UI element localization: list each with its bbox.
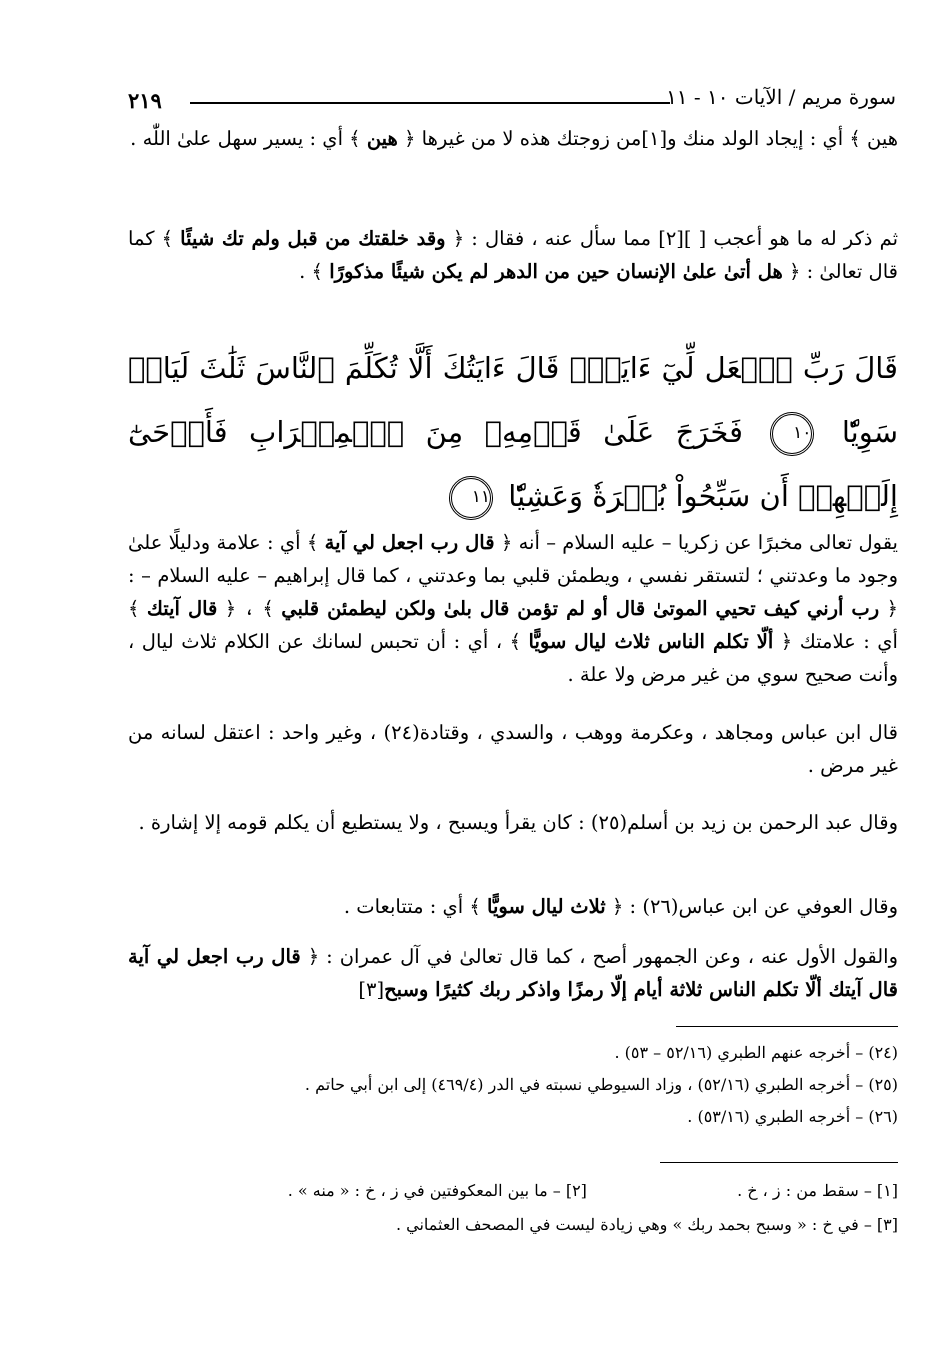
text-run: ثم ذكر له ما هو أعجب [ ] [683,227,898,250]
quran-quote: قال رب اجعل لي آية قال آيتك ألّا تكلم الناس ثلاثة أيام إلّا رمزًا واذكر ربك كثيرًا وسبح [128,945,898,1001]
paragraph-5 [128,806,898,839]
verse-text-2: فَخَرَجَ عَلَىٰ قَوۡمِهِۦ مِنَ ٱلۡمِحۡرَابِ فَأَوۡحَىٰٓ إِلَيۡهِمۡ أَن سَبِّحُواْ بُكۡرَةٗ وَعَشِيّٗا [128,415,898,513]
quran-quote: قال رب اجعل لي آية [324,531,495,554]
editor-notes-row-1 [128,1176,898,1206]
page-number: ٢١٩ [128,88,162,113]
text-run: ﴾ كما قال تعالىٰ : ﴿ [128,227,898,283]
text-run: [١] [641,127,668,150]
footnote-separator [676,1026,898,1027]
quran-quote: وقد خلقتك من قبل ولم تك شيئًا [180,227,446,250]
text-run: ، وغير واحد : اعتقل لسانه من غير مرض . [128,721,898,777]
text-run: يقول تعالى مخبرًا عن زكريا – عليه السلام – أنه ﴿ [494,531,898,554]
editor-notes-separator [660,1162,898,1163]
text-run: (٢٦) [642,895,679,918]
text-run: [٣] [358,978,385,1001]
text-run: (٢٥) [590,811,628,834]
quran-quote: ثلاث ليال سويًّا [487,895,606,918]
verse-text-1: قَالَ رَبِّ ٱجۡعَل لِّيٓ ءَايَةٗۖ قَالَ ءَايَتُكَ أَلَّا تُكَلِّمَ ٱلنَّاسَ ثَلَٰثَ لَيَالٖ سَوِيّٗا [128,351,898,449]
text-run: والقول الأول عنه ، وعن الجمهور أصح ، كما قال تعالىٰ في آل عمران : ﴿ [300,945,898,968]
quran-quote: قال آيتك [146,597,218,620]
paragraph-1 [128,122,898,155]
ayah-number-marker: ١١ [449,476,493,520]
editor-note-3: [٣] – في خ : « وسبح بحمد ربك » وهي زيادة ليست في المصحف العثماني . [395,1215,898,1234]
text-run: ﴾ ، أي : أن تحبس لسانك عن الكلام ثلاث ليال ، وأنت صحيح سوي من غير مرض ولا علة . [128,630,898,686]
paragraph-2 [128,222,898,288]
quran-quote: ألّا تكلم الناس ثلاث ليال سويًّا [528,630,774,653]
footnote-25: (٢٥) – أخرجه الطبري (٥٢/١٦) ، وزاد السيوطي نسبته في الدر (٤٦٩/٤) إلى ابن أبي حاتم . [304,1075,898,1094]
header-rule [190,102,670,104]
quran-quote: هل أتىٰ علىٰ الإنسان حين من الدهر لم يكن شيئًا مذكورًا [329,260,783,283]
ayah-number-marker: ١٠ [770,412,814,456]
text-run: ﴾ أي : يسير سهل علىٰ اللّٰه . [130,127,367,150]
page-header [128,82,896,122]
quran-quote: رب أرني كيف تحيي الموتىٰ قال أو لم تؤمن قال بلىٰ ولكن ليطمئن قلبي [281,597,880,620]
running-title: سورة مريم / الآيات ١٠ - ١١ [666,85,896,109]
text-run: وقال عبد الرحمن بن زيد بن أسلم [627,811,898,834]
editor-note-2: [٢] – ما بين المعكوفتين في ز ، خ : « منه » . [287,1181,587,1200]
text-run: ﴾ أي : علامتك ﴿ [128,597,898,653]
paragraph-6 [128,890,898,923]
paragraph-7 [128,940,898,1006]
quran-quote: هين [366,127,398,150]
text-run: ﴾ أي : متتابعات . [343,895,488,918]
text-run: مما سأل عنه ، فقال : ﴿ [445,227,659,250]
footnote-26: (٢٦) – أخرجه الطبري (٥٣/١٦) . [687,1107,898,1126]
text-run: [٢] [658,227,684,250]
paragraph-3 [128,526,898,691]
text-run: : كان يقرأ ويسبح ، ولا يستطيع أن يكلم قومه إلا إشارة . [138,811,591,834]
text-run: هين ﴾ أي : إيجاد الولد منك و [667,127,898,150]
text-run: ﴾ أي : علامة ودليلًا علىٰ وجود ما وعدتني ؛ لتستقر نفسي ، ويطمئن قلبي بما وعدتني ، كما قال إبراهيم – عليه السلام – : ﴿ [128,531,899,620]
quran-verse [128,336,898,528]
text-run: (٢٤) [383,721,420,744]
text-run: وقال العوفي عن ابن عباس [678,895,898,918]
editor-note-1: [١] – سقط من : ز ، خ . [737,1181,898,1200]
text-run: : ﴿ [605,895,643,918]
paragraph-4 [128,716,898,782]
text-run: ﴾ ، ﴿ [217,597,282,620]
footnote-24: (٢٤) – أخرجه عنهم الطبري (٥٢/١٦ – ٥٣) . [614,1043,898,1062]
text-run: قال ابن عباس ومجاهد ، وعكرمة ووهب ، والسدي ، وقتادة [419,721,898,744]
text-run: من زوجتك هذه لا من غيرها ﴿ [397,127,642,150]
text-run: ﴾ . [299,260,330,283]
